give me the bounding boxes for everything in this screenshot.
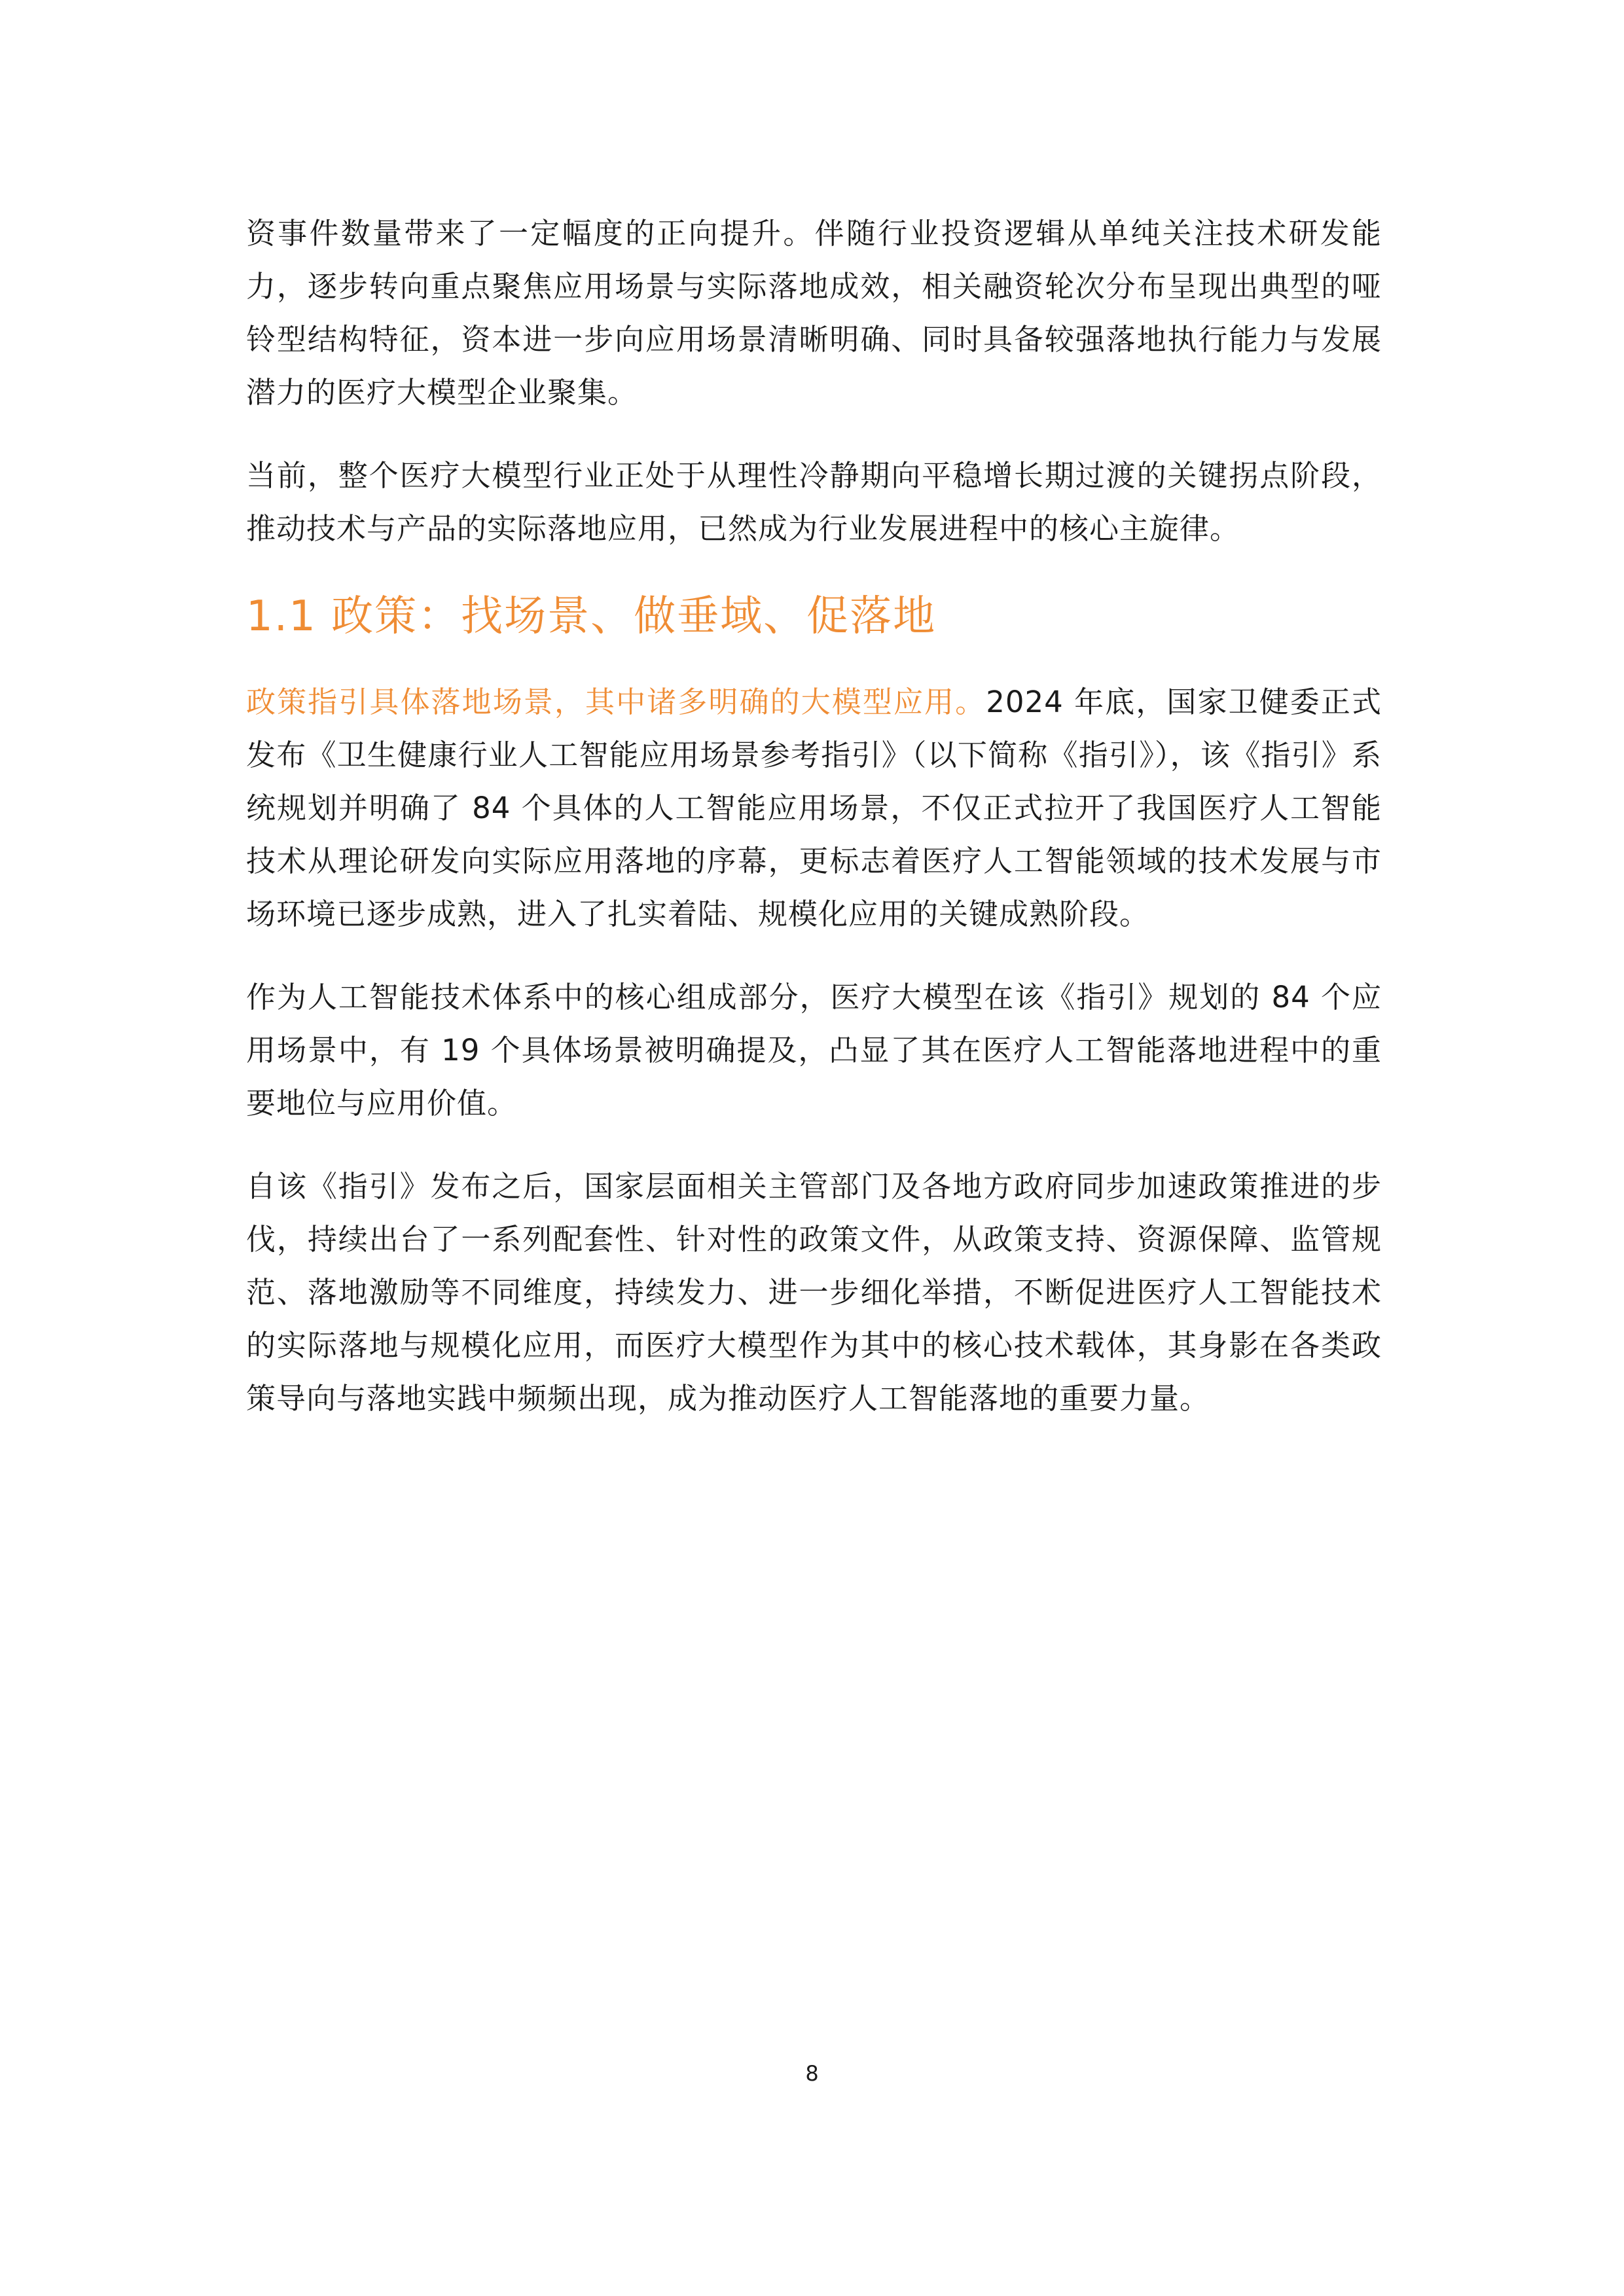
page-number: 8	[805, 2061, 819, 2086]
lead-body-text: 2024 年底，国家卫健委正式发布《卫生健康行业人工智能应用场景参考指引》（以下简称《指引》），该《指引》系统规划并明确了 84 个具体的人工智能应用场景，不仅正式拉开了我国医疗人工智能技术从理论研发向实际应用落地的序幕，更标志着医疗人工智能领域的技术发展与市场环境已逐步成熟，进入了扎实着陆、规模化应用的关键成熟阶段。	[246, 685, 1382, 931]
body-paragraph-1: 资事件数量带来了一定幅度的正向提升。伴随行业投资逻辑从单纯关注技术研发能力，逐步转向重点聚焦应用场景与实际落地成效，相关融资轮次分布呈现出典型的哑铃型结构特征，资本进一步向应用场景清晰明确、同时具备较强落地执行能力与发展潜力的医疗大模型企业聚集。	[246, 216, 1382, 410]
lead-highlight-text: 政策指引具体落地场景，其中诸多明确的大模型应用。	[246, 685, 986, 719]
lead-paragraph	[246, 675, 1382, 941]
body-paragraph-3: 作为人工智能技术体系中的核心组成部分，医疗大模型在该《指引》规划的 84 个应用场景中，有 19 个具体场景被明确提及，凸显了其在医疗人工智能落地进程中的重要地位与应用价值。	[246, 980, 1382, 1121]
section-heading: 1.1 政策：找场景、做垂域、促落地	[246, 592, 937, 641]
body-paragraph-4: 自该《指引》发布之后，国家层面相关主管部门及各地方政府同步加速政策推进的步伐，持续出台了一系列配套性、针对性的政策文件，从政策支持、资源保障、监管规范、落地激励等不同维度，持续发力、进一步细化举措，不断促进医疗人工智能技术的实际落地与规模化应用，而医疗大模型作为其中的核心技术载体，其身影在各类政策导向与落地实践中频频出现，成为推动医疗人工智能落地的重要力量。	[246, 1169, 1382, 1416]
body-paragraph-2: 当前，整个医疗大模型行业正处于从理性冷静期向平稳增长期过渡的关键拐点阶段，推动技术与产品的实际落地应用，已然成为行业发展进程中的核心主旋律。	[246, 458, 1382, 546]
document-body	[246, 207, 1382, 1455]
